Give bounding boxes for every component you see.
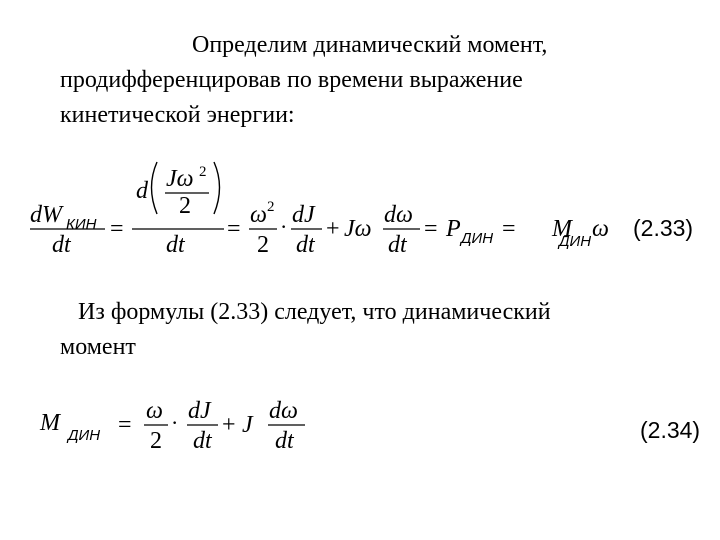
denominator-2: 2 [179, 193, 191, 219]
equals-sign: = [227, 216, 241, 242]
denominator-2: 2 [150, 428, 162, 454]
intro-word: Определим [192, 32, 308, 58]
right-paren [214, 162, 220, 214]
dot-operator: · [280, 214, 288, 239]
equals-sign: = [110, 216, 124, 242]
conclusion-word: (2.33) [210, 299, 269, 325]
conclusion-word: динамический [402, 299, 551, 325]
eq233-omega: ω [592, 216, 609, 242]
conclusion-line-2: момент [60, 334, 136, 360]
conclusion-word: формулы [110, 299, 205, 325]
equation-number: (2.33) [633, 215, 694, 241]
eq234-M: M [40, 410, 60, 436]
eq234-J: J [242, 412, 253, 438]
equals-sign: = [502, 216, 516, 242]
eq233-dt: dt [166, 232, 185, 258]
intro-word: продифференцировав [60, 67, 282, 93]
eq233-P: P [446, 216, 461, 242]
exponent-2: 2 [267, 199, 275, 215]
denominator-2: 2 [257, 232, 269, 258]
eq233-sub-din: ДИН [559, 233, 592, 250]
intro-word: динамический [313, 32, 462, 58]
plus-sign: + [222, 412, 236, 438]
intro-line-3: кинетической энергии: [60, 102, 295, 128]
equals-sign: = [118, 412, 132, 438]
eq233-dt: dt [296, 232, 315, 258]
intro-word: времени [317, 67, 404, 93]
eq233-sub-kin: КИН [66, 216, 97, 233]
intro-word: по [287, 67, 312, 93]
dot-operator: · [171, 410, 179, 435]
eq233-dJ: dJ [292, 202, 315, 228]
conclusion-word: что [362, 299, 397, 325]
eq233-Jw: Jω [166, 166, 194, 192]
eq234-sub-din: ДИН [68, 427, 101, 444]
eq233-d: d [136, 178, 148, 204]
eq233-dt: dt [52, 232, 71, 258]
intro-word: выражение [409, 67, 523, 93]
equation-number: (2.34) [640, 417, 701, 443]
eq233-M: M [552, 216, 572, 242]
eq233-domega: dω [384, 202, 413, 228]
conclusion-word: Из [78, 299, 105, 325]
eq233-dW: dW [30, 202, 62, 228]
eq234-dt: dt [193, 428, 212, 454]
eq234-dt: dt [275, 428, 294, 454]
left-paren [152, 162, 158, 214]
exponent-2: 2 [199, 164, 207, 180]
equation-2-34 [39, 398, 700, 454]
equals-sign: = [424, 216, 438, 242]
eq234-omega: ω [146, 398, 163, 424]
intro-word: момент, [467, 32, 548, 58]
eq233-sub-din: ДИН [461, 230, 494, 247]
eq233-omega: ω [250, 202, 267, 228]
eq234-domega: dω [269, 398, 298, 424]
plus-sign: + [326, 216, 340, 242]
eq233-Jw: Jω [344, 216, 372, 242]
conclusion-word: следует, [274, 299, 357, 325]
equation-2-33 [30, 162, 693, 258]
eq234-dJ: dJ [188, 398, 211, 424]
eq233-dt: dt [388, 232, 407, 258]
